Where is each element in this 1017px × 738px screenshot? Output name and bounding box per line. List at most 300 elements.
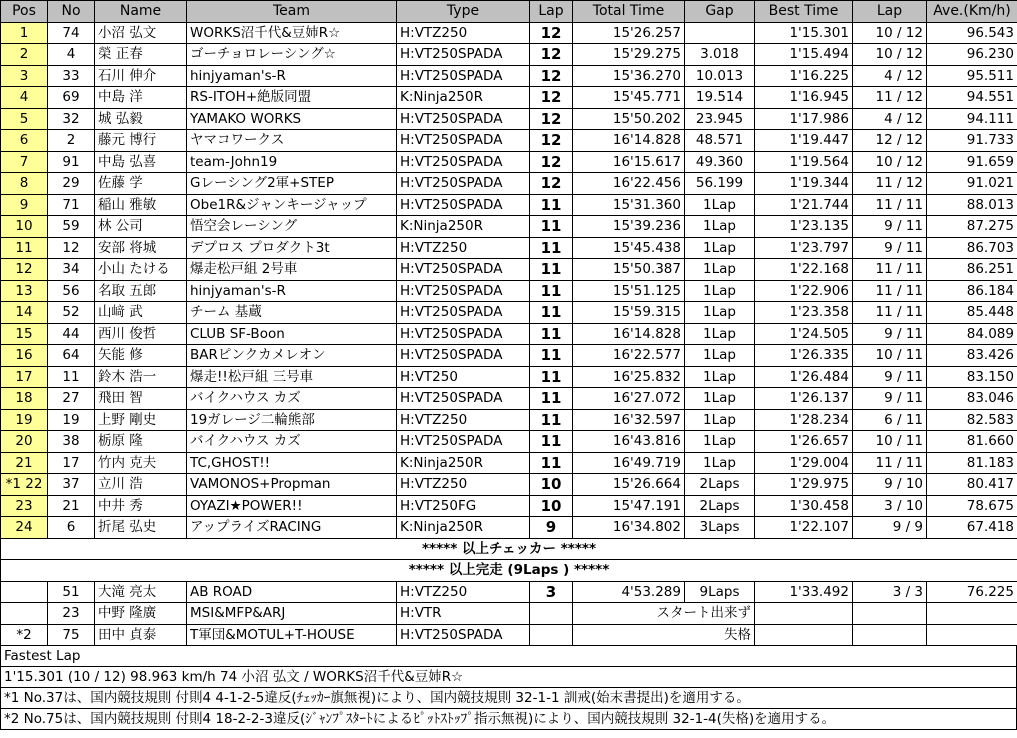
cell-type: H:VT250SPADA [397,151,530,173]
cell-best: 1'15.301 [755,22,853,44]
column-header: No [48,1,95,23]
cell-total: 15'26.664 [573,474,685,496]
table-row [1,474,1017,496]
cell-team: WORKS沼千代&豆姉R☆ [187,22,397,44]
cell-gap: 9Laps [685,581,755,603]
cell-total: 16'14.828 [573,130,685,152]
cell-no: 59 [48,216,95,238]
cell-team: バイクハウス カズ [187,431,397,453]
table-row [1,108,1017,130]
cell-best: 1'30.458 [755,495,853,517]
cell-pos: 2 [1,44,48,66]
table-row [1,603,1017,625]
cell-no: 37 [48,474,95,496]
cell-no: 34 [48,259,95,281]
cell-total: 16'34.802 [573,517,685,539]
table-row [1,495,1017,517]
cell-no: 21 [48,495,95,517]
table-row [1,259,1017,281]
cell-name: 林 公司 [95,216,187,238]
cell-pos: 13 [1,280,48,302]
cell-lap: 11 [530,237,573,259]
cell-team: hinjyaman's-R [187,65,397,87]
cell-no: 56 [48,280,95,302]
cell-best: 1'22.107 [755,517,853,539]
cell-pos: 9 [1,194,48,216]
cell-name: 立川 浩 [95,474,187,496]
table-row [1,452,1017,474]
cell-ave: 91.659 [927,151,1017,173]
cell-team: デプロス プロダクト3t [187,237,397,259]
cell-bestlap: 4 / 12 [853,108,927,130]
cell-best: 1'15.494 [755,44,853,66]
cell-bestlap: 3 / 3 [853,581,927,603]
table-row [1,409,1017,431]
cell-type: H:VT250SPADA [397,130,530,152]
cell-gap: 23.945 [685,108,755,130]
cell-ave: 67.418 [927,517,1017,539]
cell-pos: *1 22 [1,474,48,496]
cell-pos: 17 [1,366,48,388]
cell-name: 佐藤 学 [95,173,187,195]
cell-pos: 24 [1,517,48,539]
table-row [1,302,1017,324]
cell-name: 飛田 智 [95,388,187,410]
cell-no: 6 [48,517,95,539]
cell-type: H:VTZ250 [397,581,530,603]
cell-lap: 11 [530,409,573,431]
cell-gap: 3Laps [685,517,755,539]
banner-banner_finish: ***** 以上完走 (9Laps ) ***** [1,560,1017,582]
cell-team: 悟空会レーシング [187,216,397,238]
cell-total: 15'59.315 [573,302,685,324]
cell-no: 27 [48,388,95,410]
cell-no: 29 [48,173,95,195]
cell-best: 1'29.975 [755,474,853,496]
cell-bestlap: 3 / 10 [853,495,927,517]
fastest-lap-label: Fastest Lap [0,646,1017,667]
cell-best: 1'21.744 [755,194,853,216]
cell-lap: 12 [530,173,573,195]
cell-type: H:VT250SPADA [397,624,530,646]
cell-ave: 94.551 [927,87,1017,109]
cell-team: 爆走!!松戸組 三号車 [187,366,397,388]
cell-total: 16'32.597 [573,409,685,431]
cell-lap: 12 [530,87,573,109]
cell-ave: 85.448 [927,302,1017,324]
cell-team: AB ROAD [187,581,397,603]
table-row [1,581,1017,603]
cell-type: H:VT250SPADA [397,345,530,367]
cell-bestlap: 10 / 12 [853,151,927,173]
column-header: Team [187,1,397,23]
cell-gap: 19.514 [685,87,755,109]
table-row [1,22,1017,44]
table-row [1,173,1017,195]
cell-lap: 12 [530,22,573,44]
cell-bestlap: 11 / 12 [853,87,927,109]
cell-lap: 12 [530,44,573,66]
cell-total: 15'50.387 [573,259,685,281]
cell-gap: 2Laps [685,474,755,496]
cell-bestlap [853,624,927,646]
cell-name: 中野 隆廣 [95,603,187,625]
cell-type: K:Ninja250R [397,87,530,109]
cell-best: 1'22.906 [755,280,853,302]
cell-team: Obe1R&ジャンキージャップ [187,194,397,216]
header-row [1,1,1017,23]
cell-no: 19 [48,409,95,431]
cell-gap: 1Lap [685,237,755,259]
cell-gap: 10.013 [685,65,755,87]
cell-gap: 48.571 [685,130,755,152]
cell-gap: 1Lap [685,431,755,453]
cell-lap: 11 [530,280,573,302]
cell-type: K:Ninja250R [397,517,530,539]
cell-pos: 12 [1,259,48,281]
cell-name: 中井 秀 [95,495,187,517]
cell-team: バイクハウス カズ [187,388,397,410]
cell-best: 1'26.335 [755,345,853,367]
cell-no: 32 [48,108,95,130]
cell-ave: 91.733 [927,130,1017,152]
penalty-note-1: *1 No.37は、国内競技規則 付則4 4-1-2-5違反(ﾁｪｯｶｰ旗無視)により、国内競技規則 32-1-1 訓戒(始末書提出)を適用する。 [0,688,1017,709]
cell-name: 稲山 雅敏 [95,194,187,216]
cell-pos: 16 [1,345,48,367]
cell-type: H:VT250SPADA [397,323,530,345]
cell-status: 失格 [573,624,755,646]
cell-ave: 83.046 [927,388,1017,410]
cell-gap: 1Lap [685,259,755,281]
cell-bestlap: 9 / 9 [853,517,927,539]
cell-ave: 86.251 [927,259,1017,281]
cell-team: BARピンクカメレオン [187,345,397,367]
cell-name: 上野 剛史 [95,409,187,431]
table-row [1,65,1017,87]
cell-total: 15'31.360 [573,194,685,216]
table-row [1,323,1017,345]
cell-type: H:VTZ250 [397,409,530,431]
column-header: Lap [530,1,573,23]
cell-no: 12 [48,237,95,259]
cell-pos: 3 [1,65,48,87]
cell-team: hinjyaman's-R [187,280,397,302]
cell-no: 64 [48,345,95,367]
cell-pos: 4 [1,87,48,109]
cell-no: 17 [48,452,95,474]
cell-best: 1'33.492 [755,581,853,603]
table-row [1,130,1017,152]
column-header: Ave.(Km/h) [927,1,1017,23]
cell-lap: 11 [530,194,573,216]
cell-lap: 12 [530,65,573,87]
cell-name: 田中 貞泰 [95,624,187,646]
cell-no: 33 [48,65,95,87]
table-row [1,280,1017,302]
cell-lap: 11 [530,323,573,345]
cell-pos: 21 [1,452,48,474]
cell-no: 51 [48,581,95,603]
cell-team: VAMONOS+Propman [187,474,397,496]
cell-type: H:VT250 [397,366,530,388]
cell-no: 69 [48,87,95,109]
table-row [1,624,1017,646]
cell-type: H:VT250SPADA [397,44,530,66]
cell-best: 1'22.168 [755,259,853,281]
cell-pos: 11 [1,237,48,259]
cell-lap: 12 [530,130,573,152]
cell-name: 竹内 克夫 [95,452,187,474]
cell-total: 16'25.832 [573,366,685,388]
cell-total: 15'51.125 [573,280,685,302]
penalty-note-2: *2 No.75は、国内競技規則 付則4 18-2-2-3違反(ｼﾞｬﾝﾌﾟｽﾀｰﾄによるﾋﾟｯﾄｽﾄｯﾌﾟ指示無視)により、国内競技規則 32-1-4(失格)を適用する。 [0,709,1017,730]
cell-best [755,603,853,625]
column-header: Type [397,1,530,23]
cell-bestlap: 9 / 11 [853,366,927,388]
cell-lap: 11 [530,345,573,367]
cell-bestlap: 10 / 11 [853,431,927,453]
cell-pos: *2 [1,624,48,646]
cell-bestlap: 11 / 11 [853,194,927,216]
cell-team: 爆走松戸組 2号車 [187,259,397,281]
table-row [1,151,1017,173]
cell-pos: 5 [1,108,48,130]
column-header: Best Time [755,1,853,23]
cell-bestlap: 9 / 11 [853,323,927,345]
cell-no: 23 [48,603,95,625]
cell-no: 2 [48,130,95,152]
cell-total: 15'39.236 [573,216,685,238]
cell-name: 小山 たける [95,259,187,281]
cell-type: H:VT250SPADA [397,431,530,453]
cell-bestlap: 11 / 11 [853,452,927,474]
cell-best: 1'19.564 [755,151,853,173]
cell-name: 安部 将城 [95,237,187,259]
cell-type: K:Ninja250R [397,216,530,238]
cell-team: チーム 基蔵 [187,302,397,324]
cell-team: 19ガレージ二輪熊部 [187,409,397,431]
cell-gap: 2Laps [685,495,755,517]
cell-lap: 11 [530,452,573,474]
cell-bestlap: 9 / 11 [853,216,927,238]
cell-name: 石川 伸介 [95,65,187,87]
column-header: Name [95,1,187,23]
cell-bestlap: 6 / 11 [853,409,927,431]
cell-lap: 3 [530,581,573,603]
cell-type: H:VT250SPADA [397,388,530,410]
cell-total: 15'50.202 [573,108,685,130]
cell-gap: 1Lap [685,452,755,474]
cell-pos: 20 [1,431,48,453]
cell-total: 4'53.289 [573,581,685,603]
cell-best: 1'24.505 [755,323,853,345]
cell-pos: 8 [1,173,48,195]
cell-total: 16'22.577 [573,345,685,367]
cell-lap: 11 [530,366,573,388]
cell-name: 西川 俊哲 [95,323,187,345]
cell-bestlap: 12 / 12 [853,130,927,152]
cell-gap [685,22,755,44]
cell-name: 矢能 修 [95,345,187,367]
cell-ave: 96.543 [927,22,1017,44]
cell-lap: 11 [530,216,573,238]
cell-gap: 1Lap [685,280,755,302]
cell-gap: 56.199 [685,173,755,195]
cell-bestlap: 9 / 11 [853,237,927,259]
cell-no: 91 [48,151,95,173]
table-row [1,517,1017,539]
cell-pos [1,581,48,603]
table-row [1,87,1017,109]
cell-team: ゴーチョロレーシング☆ [187,44,397,66]
cell-pos: 23 [1,495,48,517]
cell-team: OYAZI★POWER!! [187,495,397,517]
cell-no: 75 [48,624,95,646]
cell-no: 38 [48,431,95,453]
cell-total: 15'45.771 [573,87,685,109]
cell-gap: 1Lap [685,409,755,431]
table-row [1,345,1017,367]
cell-type: H:VTZ250 [397,22,530,44]
cell-name: 山﨑 武 [95,302,187,324]
cell-name: 鈴木 浩一 [95,366,187,388]
cell-best: 1'19.344 [755,173,853,195]
cell-type: H:VT250SPADA [397,173,530,195]
cell-ave: 81.183 [927,452,1017,474]
cell-total: 15'45.438 [573,237,685,259]
cell-type: H:VT250SPADA [397,108,530,130]
cell-bestlap: 11 / 11 [853,259,927,281]
cell-gap: 1Lap [685,323,755,345]
cell-ave: 83.426 [927,345,1017,367]
cell-type: H:VT250SPADA [397,259,530,281]
cell-gap: 1Lap [685,388,755,410]
cell-pos: 6 [1,130,48,152]
table-row [1,194,1017,216]
cell-best: 1'23.135 [755,216,853,238]
cell-name: 栃原 隆 [95,431,187,453]
cell-type: H:VTZ250 [397,237,530,259]
table-row [1,216,1017,238]
cell-total: 16'22.456 [573,173,685,195]
cell-lap: 11 [530,431,573,453]
cell-total: 15'26.257 [573,22,685,44]
cell-ave: 86.184 [927,280,1017,302]
cell-best: 1'26.484 [755,366,853,388]
cell-total: 16'49.719 [573,452,685,474]
cell-gap: 1Lap [685,302,755,324]
cell-ave: 82.583 [927,409,1017,431]
cell-pos: 1 [1,22,48,44]
cell-pos: 7 [1,151,48,173]
cell-bestlap: 10 / 11 [853,345,927,367]
cell-bestlap: 11 / 11 [853,302,927,324]
cell-pos [1,603,48,625]
table-row [1,431,1017,453]
cell-type: H:VT250SPADA [397,65,530,87]
cell-no: 4 [48,44,95,66]
cell-total: 16'15.617 [573,151,685,173]
cell-type: H:VT250SPADA [397,302,530,324]
cell-ave: 84.089 [927,323,1017,345]
banner-row [1,538,1017,560]
cell-name: 藤元 博行 [95,130,187,152]
cell-best: 1'23.358 [755,302,853,324]
cell-ave: 87.275 [927,216,1017,238]
cell-best: 1'29.004 [755,452,853,474]
cell-bestlap: 10 / 12 [853,22,927,44]
fastest-lap-text: 1'15.301 (10 / 12) 98.963 km/h 74 小沼 弘文 / WORKS沼千代&豆姉R☆ [0,667,1017,688]
cell-ave: 83.150 [927,366,1017,388]
cell-gap: 1Lap [685,366,755,388]
cell-gap: 1Lap [685,216,755,238]
cell-lap [530,624,573,646]
cell-best: 1'26.657 [755,431,853,453]
cell-ave: 86.703 [927,237,1017,259]
cell-total: 16'43.816 [573,431,685,453]
cell-name: 名取 五郎 [95,280,187,302]
cell-team: T軍団&MOTUL+T-HOUSE [187,624,397,646]
banner-banner_checker: ***** 以上チェッカー ***** [1,538,1017,560]
cell-team: ヤマコワークス [187,130,397,152]
cell-status: スタート出来ず [573,603,755,625]
cell-pos: 19 [1,409,48,431]
cell-name: 折尾 弘史 [95,517,187,539]
cell-bestlap: 10 / 12 [853,44,927,66]
cell-bestlap: 11 / 12 [853,173,927,195]
results-body [1,1,1017,646]
cell-gap: 3.018 [685,44,755,66]
cell-team: team-John19 [187,151,397,173]
table-row [1,388,1017,410]
cell-bestlap: 4 / 12 [853,65,927,87]
column-header: Lap [853,1,927,23]
table-row [1,366,1017,388]
cell-team: TC,GHOST!! [187,452,397,474]
cell-lap: 10 [530,495,573,517]
cell-name: 小沼 弘文 [95,22,187,44]
cell-total: 15'29.275 [573,44,685,66]
cell-pos: 18 [1,388,48,410]
cell-lap: 9 [530,517,573,539]
cell-ave: 96.230 [927,44,1017,66]
cell-best: 1'26.137 [755,388,853,410]
cell-total: 16'27.072 [573,388,685,410]
cell-gap: 1Lap [685,194,755,216]
cell-lap: 11 [530,302,573,324]
cell-name: 中島 弘喜 [95,151,187,173]
cell-name: 城 弘毅 [95,108,187,130]
cell-lap: 12 [530,108,573,130]
cell-team: YAMAKO WORKS [187,108,397,130]
cell-pos: 10 [1,216,48,238]
cell-team: RS-ITOH+絶版同盟 [187,87,397,109]
cell-no: 71 [48,194,95,216]
cell-lap: 12 [530,151,573,173]
cell-ave: 95.511 [927,65,1017,87]
cell-best: 1'16.225 [755,65,853,87]
cell-team: Gレーシング2軍+STEP [187,173,397,195]
cell-no: 74 [48,22,95,44]
cell-bestlap [853,603,927,625]
cell-gap: 49.360 [685,151,755,173]
cell-best: 1'19.447 [755,130,853,152]
cell-no: 44 [48,323,95,345]
column-header: Pos [1,1,48,23]
cell-type: H:VTZ250 [397,474,530,496]
cell-ave: 91.021 [927,173,1017,195]
cell-ave: 80.417 [927,474,1017,496]
